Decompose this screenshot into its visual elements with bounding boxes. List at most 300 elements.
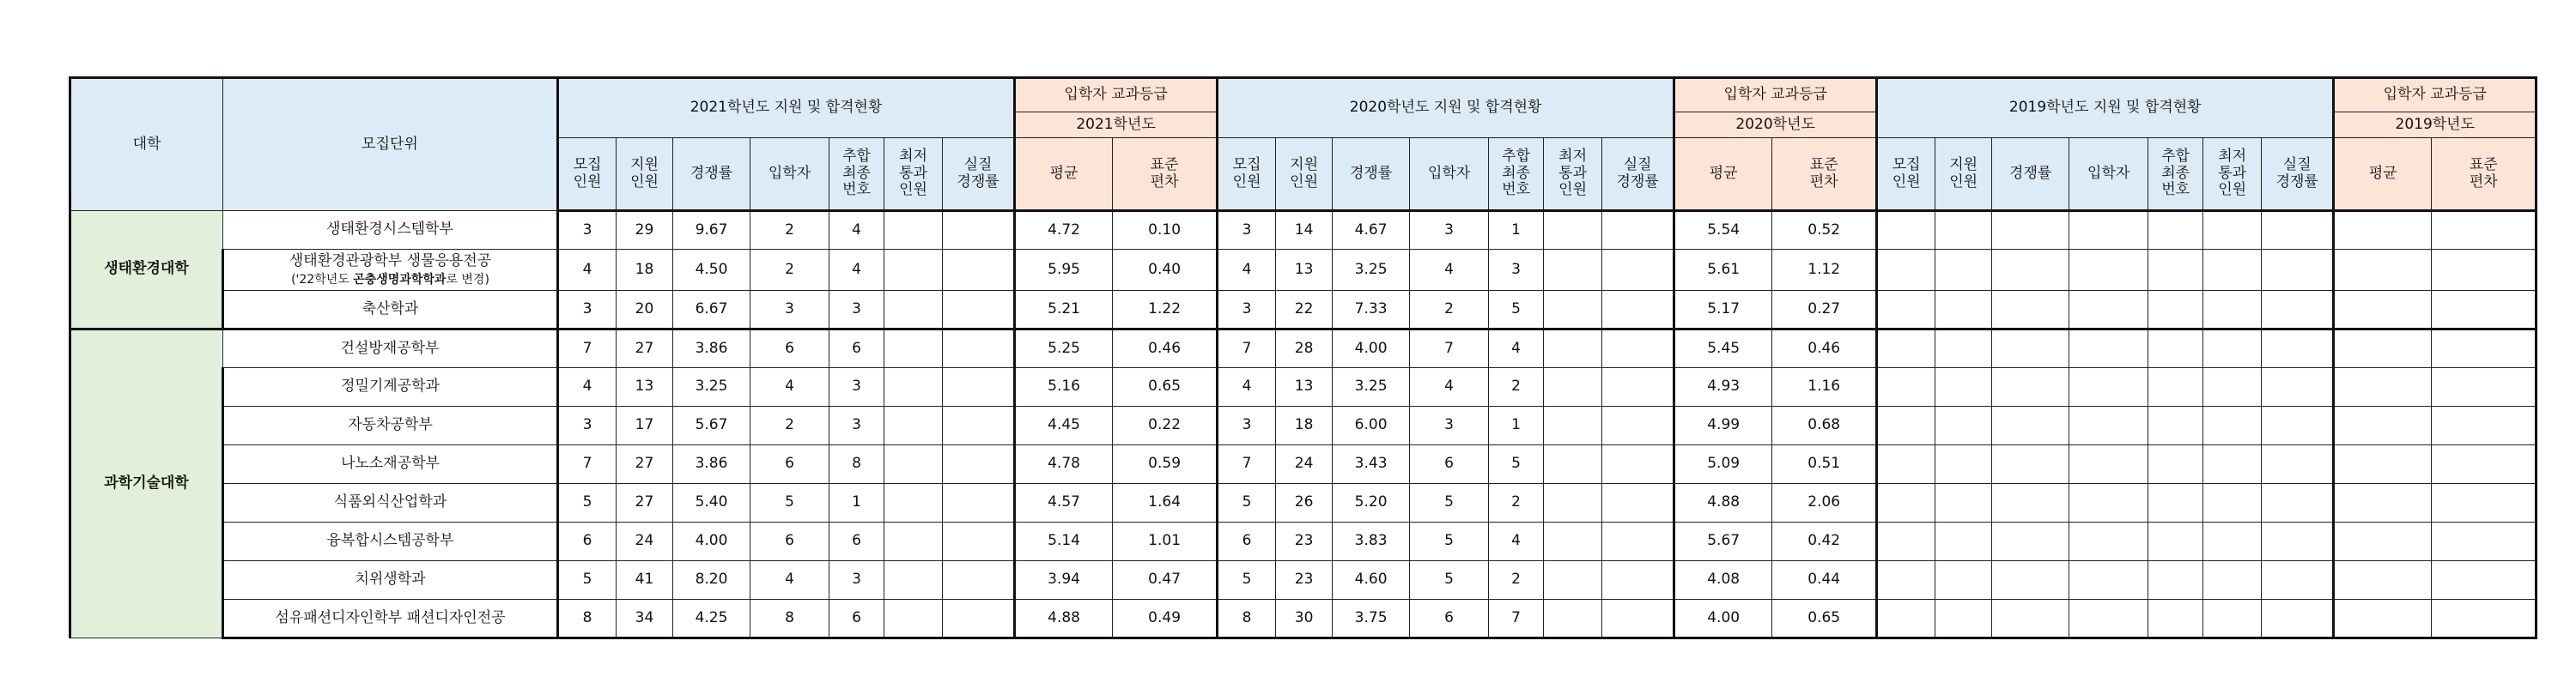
cell-ratio: 8.20: [673, 561, 750, 600]
cell-avg: 5.95: [1015, 250, 1113, 291]
cell-ratio: [1992, 561, 2069, 600]
cell-ratio: 3.75: [1333, 600, 1410, 638]
cell-actual-ratio: [1602, 445, 1674, 484]
header-sub-label: 실질 경쟁률: [2275, 155, 2318, 190]
cell-applicants: [1935, 291, 1992, 329]
cell-quota: 7: [558, 445, 617, 484]
cell-admitted: 5: [1410, 561, 1489, 600]
cell-admitted: [2069, 250, 2148, 291]
cell-actual-ratio: [943, 291, 1015, 329]
cell-std: 1.16: [1772, 368, 1877, 407]
header-sub-quota: [1877, 138, 1935, 211]
cell-avg: 4.45: [1015, 407, 1113, 445]
header-sub-ratio: [1992, 138, 2069, 211]
cell-applicants: 29: [617, 211, 673, 250]
cell-admitted: 3: [1410, 211, 1489, 250]
cell-final-no: [2148, 368, 2203, 407]
cell-applicants: [1935, 484, 1992, 523]
header-sub-applicants: [617, 138, 673, 211]
cell-ratio: 4.67: [1333, 211, 1410, 250]
cell-quota: [1877, 445, 1935, 484]
cell-final-no: 7: [1489, 600, 1544, 638]
cell-ratio: [1992, 368, 2069, 407]
cell-applicants: 27: [617, 445, 673, 484]
cell-min-pass: [2203, 368, 2262, 407]
cell-std: [2432, 445, 2537, 484]
header-sub-label: 표준 편차: [1809, 155, 1838, 190]
cell-avg: 4.99: [1674, 407, 1772, 445]
header-sub-quota: [558, 138, 617, 211]
cell-admitted: [2069, 561, 2148, 600]
header-sub-final-no: [1489, 138, 1544, 211]
cell-std: 0.59: [1113, 445, 1218, 484]
cell-applicants: [1935, 211, 1992, 250]
cell-admitted: 4: [1410, 368, 1489, 407]
header-sub-label: 실질 경쟁률: [957, 155, 999, 190]
cell-applicants: 27: [617, 484, 673, 523]
cell-applicants: 24: [1276, 445, 1333, 484]
cell-admitted: [2069, 211, 2148, 250]
cell-quota: 3: [558, 291, 617, 329]
cell-std: 0.44: [1772, 561, 1877, 600]
cell-std: 0.65: [1772, 600, 1877, 638]
cell-std: [2432, 368, 2537, 407]
cell-ratio: 3.25: [1333, 368, 1410, 407]
cell-actual-ratio: [943, 407, 1015, 445]
cell-applicants: 23: [1276, 523, 1333, 561]
header-sub-label: 최저 통과 인원: [2218, 148, 2247, 199]
cell-std: 0.47: [1113, 561, 1218, 600]
table-row: [70, 561, 2537, 600]
header-sub-avg: [2334, 138, 2432, 211]
cell-final-no: 3: [829, 561, 884, 600]
cell-avg: [2334, 291, 2432, 329]
cell-actual-ratio: [943, 484, 1015, 523]
header-sub-std: [1772, 138, 1877, 211]
cell-final-no: [2148, 445, 2203, 484]
cell-admitted: 7: [1410, 329, 1489, 368]
cell-ratio: 6.00: [1333, 407, 1410, 445]
cell-actual-ratio: [943, 600, 1015, 638]
cell-min-pass: [2203, 250, 2262, 291]
cell-min-pass: [2203, 329, 2262, 368]
cell-avg: 4.93: [1674, 368, 1772, 407]
cell-admitted: 2: [1410, 291, 1489, 329]
header-sub-label: 최저 통과 인원: [899, 148, 927, 199]
cell-avg: [2334, 407, 2432, 445]
cell-final-no: 4: [1489, 329, 1544, 368]
cell-actual-ratio: [1602, 523, 1674, 561]
cell-final-no: 3: [829, 291, 884, 329]
table-row: [70, 523, 2537, 561]
unit-label: 생태환경관광학부 생물응용전공: [289, 251, 492, 269]
cell-avg: 5.09: [1674, 445, 1772, 484]
cell-admitted: 4: [750, 368, 829, 407]
header-sub-min-pass: [884, 138, 943, 211]
cell-avg: 4.88: [1674, 484, 1772, 523]
header-sub-admitted: [1410, 138, 1489, 211]
cell-avg: [2334, 250, 2432, 291]
table-row: [70, 211, 2537, 250]
cell-avg: 5.25: [1015, 329, 1113, 368]
table-row: [70, 600, 2537, 638]
cell-final-no: [2148, 484, 2203, 523]
cell-min-pass: [884, 523, 943, 561]
cell-final-no: [2148, 523, 2203, 561]
cell-ratio: [1992, 600, 2069, 638]
unit-label: 자동차공학부: [348, 416, 433, 434]
cell-admitted: 6: [1410, 600, 1489, 638]
cell-final-no: [2148, 250, 2203, 291]
cell-std: 0.65: [1113, 368, 1218, 407]
cell-final-no: [2148, 291, 2203, 329]
cell-std: [2432, 600, 2537, 638]
header-sub-quota: [1218, 138, 1276, 211]
cell-applicants: 41: [617, 561, 673, 600]
cell-avg: 4.88: [1015, 600, 1113, 638]
cell-final-no: 4: [829, 211, 884, 250]
header-sub-label: 평균: [1049, 164, 1078, 182]
cell-min-pass: [1544, 407, 1602, 445]
cell-min-pass: [884, 329, 943, 368]
cell-final-no: 8: [829, 445, 884, 484]
header-sub-ratio: [673, 138, 750, 211]
cell-avg: [2334, 368, 2432, 407]
cell-actual-ratio: [1602, 368, 1674, 407]
cell-min-pass: [2203, 291, 2262, 329]
cell-admitted: 5: [750, 484, 829, 523]
cell-quota: 3: [558, 211, 617, 250]
table-row: [70, 407, 2537, 445]
header-grade-title: 입학자 교과등급: [1015, 78, 1218, 112]
table-row: [70, 329, 2537, 368]
cell-ratio: 7.33: [1333, 291, 1410, 329]
cell-applicants: [1935, 407, 1992, 445]
cell-actual-ratio: [943, 523, 1015, 561]
cell-quota: 5: [558, 561, 617, 600]
header-sub-label: 입학자: [2087, 164, 2130, 182]
header-apply-title: 2021학년도 지원 및 합격현황: [558, 78, 1015, 138]
cell-admitted: 6: [1410, 445, 1489, 484]
cell-applicants: 13: [1276, 250, 1333, 291]
cell-avg: 5.21: [1015, 291, 1113, 329]
cell-quota: [1877, 368, 1935, 407]
cell-ratio: 5.20: [1333, 484, 1410, 523]
header-apply-title: 2019학년도 지원 및 합격현황: [1877, 78, 2334, 138]
cell-min-pass: [884, 561, 943, 600]
header-sub-label: 모집 인원: [1232, 155, 1261, 190]
cell-quota: 4: [1218, 250, 1276, 291]
cell-min-pass: [1544, 368, 1602, 407]
cell-ratio: [1992, 291, 2069, 329]
cell-quota: [1877, 291, 1935, 329]
cell-avg: 5.14: [1015, 523, 1113, 561]
unit-name: [223, 329, 558, 368]
cell-avg: 4.78: [1015, 445, 1113, 484]
table-row: [70, 445, 2537, 484]
cell-final-no: 2: [1489, 561, 1544, 600]
header-sub-label: 평균: [1709, 164, 1738, 182]
header-sub-actual-ratio: [943, 138, 1015, 211]
header-row-1: [70, 78, 2537, 112]
cell-quota: 4: [558, 368, 617, 407]
header-sub-label: 지원 인원: [1290, 155, 1319, 190]
header-sub-std: [1113, 138, 1218, 211]
header-sub-label: 입학자: [768, 164, 811, 182]
cell-admitted: [2069, 484, 2148, 523]
cell-applicants: 26: [1276, 484, 1333, 523]
cell-applicants: 22: [1276, 291, 1333, 329]
cell-avg: 4.72: [1015, 211, 1113, 250]
cell-applicants: 14: [1276, 211, 1333, 250]
cell-admitted: [2069, 291, 2148, 329]
table-row: [70, 368, 2537, 407]
unit-label: 건설방재공학부: [340, 339, 440, 357]
cell-quota: 3: [1218, 291, 1276, 329]
cell-applicants: 34: [617, 600, 673, 638]
cell-ratio: 4.00: [673, 523, 750, 561]
cell-min-pass: [1544, 561, 1602, 600]
cell-final-no: 2: [1489, 484, 1544, 523]
cell-actual-ratio: [1602, 561, 1674, 600]
cell-final-no: 5: [1489, 445, 1544, 484]
header-sub-applicants: [1935, 138, 1992, 211]
cell-actual-ratio: [943, 329, 1015, 368]
cell-min-pass: [884, 484, 943, 523]
header-sub-min-pass: [1544, 138, 1602, 211]
cell-ratio: 5.67: [673, 407, 750, 445]
cell-applicants: 23: [1276, 561, 1333, 600]
cell-quota: [1877, 407, 1935, 445]
header-sub-ratio: [1333, 138, 1410, 211]
cell-final-no: [2148, 211, 2203, 250]
header-sub-label: 입학자: [1427, 164, 1471, 182]
cell-min-pass: [2203, 484, 2262, 523]
cell-ratio: 5.40: [673, 484, 750, 523]
cell-final-no: 1: [1489, 407, 1544, 445]
cell-applicants: [1935, 600, 1992, 638]
cell-std: [2432, 484, 2537, 523]
cell-avg: 4.00: [1674, 600, 1772, 638]
cell-std: 0.10: [1113, 211, 1218, 250]
cell-std: [2432, 250, 2537, 291]
cell-std: 0.51: [1772, 445, 1877, 484]
cell-quota: 3: [558, 407, 617, 445]
cell-final-no: 4: [829, 250, 884, 291]
cell-avg: 5.54: [1674, 211, 1772, 250]
cell-avg: 3.94: [1015, 561, 1113, 600]
cell-ratio: 4.60: [1333, 561, 1410, 600]
cell-std: 1.22: [1113, 291, 1218, 329]
cell-actual-ratio: [2262, 368, 2334, 407]
cell-actual-ratio: [943, 561, 1015, 600]
cell-admitted: [2069, 445, 2148, 484]
cell-applicants: [1935, 329, 1992, 368]
cell-admitted: 5: [1410, 484, 1489, 523]
cell-final-no: 2: [1489, 368, 1544, 407]
cell-admitted: 2: [750, 211, 829, 250]
cell-min-pass: [1544, 445, 1602, 484]
cell-min-pass: [884, 445, 943, 484]
cell-ratio: 3.25: [673, 368, 750, 407]
cell-quota: 3: [1218, 211, 1276, 250]
header-sub-actual-ratio: [1602, 138, 1674, 211]
cell-min-pass: [1544, 250, 1602, 291]
unit-label: 생태환경시스템학부: [326, 221, 453, 239]
cell-std: 0.68: [1772, 407, 1877, 445]
cell-avg: 5.45: [1674, 329, 1772, 368]
cell-applicants: [1935, 250, 1992, 291]
cell-actual-ratio: [943, 211, 1015, 250]
cell-min-pass: [2203, 211, 2262, 250]
cell-std: 0.46: [1772, 329, 1877, 368]
cell-quota: [1877, 523, 1935, 561]
header-sub-final-no: [829, 138, 884, 211]
cell-std: [2432, 211, 2537, 250]
table-body: [70, 211, 2537, 638]
cell-applicants: 13: [617, 368, 673, 407]
cell-std: 1.12: [1772, 250, 1877, 291]
cell-applicants: 30: [1276, 600, 1333, 638]
cell-std: 0.49: [1113, 600, 1218, 638]
cell-applicants: [1935, 445, 1992, 484]
cell-ratio: [1992, 250, 2069, 291]
cell-final-no: 6: [829, 600, 884, 638]
cell-final-no: 1: [1489, 211, 1544, 250]
cell-std: 0.40: [1113, 250, 1218, 291]
header-grade-year: 2019학년도: [2334, 112, 2537, 138]
cell-quota: 5: [1218, 484, 1276, 523]
cell-quota: [1877, 561, 1935, 600]
unit-name: [223, 291, 558, 329]
unit-label: 치위생학과: [355, 571, 426, 589]
cell-avg: [2334, 445, 2432, 484]
cell-applicants: 27: [617, 329, 673, 368]
cell-applicants: 13: [1276, 368, 1333, 407]
cell-quota: [1877, 600, 1935, 638]
cell-ratio: [1992, 329, 2069, 368]
cell-std: [2432, 407, 2537, 445]
header-sub-label: 평균: [2368, 164, 2397, 182]
cell-std: 1.01: [1113, 523, 1218, 561]
cell-min-pass: [1544, 291, 1602, 329]
header-sub-min-pass: [2203, 138, 2262, 211]
header-grade-year: 2020학년도: [1674, 112, 1877, 138]
header-sub-label: 지원 인원: [1949, 155, 1978, 190]
cell-admitted: 3: [1410, 407, 1489, 445]
cell-std: [2432, 291, 2537, 329]
cell-applicants: 24: [617, 523, 673, 561]
header-grade-year: 2021학년도: [1015, 112, 1218, 138]
admission-results-table: [69, 76, 2537, 639]
cell-final-no: 6: [829, 523, 884, 561]
unit-name: [223, 368, 558, 407]
cell-min-pass: [1544, 484, 1602, 523]
cell-admitted: 6: [750, 329, 829, 368]
cell-min-pass: [1544, 600, 1602, 638]
cell-admitted: [2069, 523, 2148, 561]
cell-avg: [2334, 600, 2432, 638]
cell-quota: 6: [1218, 523, 1276, 561]
cell-final-no: [2148, 407, 2203, 445]
cell-actual-ratio: [2262, 250, 2334, 291]
cell-quota: [1877, 250, 1935, 291]
header-grade-title: 입학자 교과등급: [2334, 78, 2537, 112]
cell-admitted: 6: [750, 523, 829, 561]
unit-note-post: 로 변경): [446, 273, 489, 287]
header-sub-label: 최저 통과 인원: [1558, 148, 1588, 199]
cell-quota: 4: [1218, 368, 1276, 407]
cell-min-pass: [1544, 329, 1602, 368]
unit-note-pre: ('22학년도: [291, 273, 354, 287]
cell-quota: 7: [1218, 329, 1276, 368]
header-sub-avg: [1674, 138, 1772, 211]
header-sub-label: 지원 인원: [630, 155, 659, 190]
cell-applicants: 18: [1276, 407, 1333, 445]
cell-avg: [2334, 523, 2432, 561]
cell-quota: 7: [558, 329, 617, 368]
cell-ratio: 3.86: [673, 329, 750, 368]
cell-applicants: [1935, 368, 1992, 407]
header-sub-label: 표준 편차: [1150, 155, 1179, 190]
cell-actual-ratio: [943, 445, 1015, 484]
cell-quota: 8: [558, 600, 617, 638]
cell-min-pass: [2203, 523, 2262, 561]
cell-admitted: 2: [750, 407, 829, 445]
cell-min-pass: [884, 211, 943, 250]
cell-ratio: 6.67: [673, 291, 750, 329]
cell-final-no: [2148, 600, 2203, 638]
cell-quota: 4: [558, 250, 617, 291]
cell-admitted: 4: [1410, 250, 1489, 291]
cell-avg: [2334, 561, 2432, 600]
cell-ratio: [1992, 523, 2069, 561]
cell-min-pass: [2203, 445, 2262, 484]
unit-note-bold: 곤충생명과학학과: [353, 273, 447, 287]
cell-admitted: [2069, 600, 2148, 638]
cell-actual-ratio: [2262, 445, 2334, 484]
cell-ratio: 4.00: [1333, 329, 1410, 368]
table-header: [70, 78, 2537, 211]
header-sub-final-no: [2148, 138, 2203, 211]
cell-final-no: 3: [1489, 250, 1544, 291]
cell-admitted: 4: [750, 561, 829, 600]
cell-min-pass: [884, 250, 943, 291]
header-apply-title: 2020학년도 지원 및 합격현황: [1218, 78, 1674, 138]
table-row: [70, 484, 2537, 523]
cell-std: 0.27: [1772, 291, 1877, 329]
unit-label: 축산학과: [361, 299, 419, 317]
cell-actual-ratio: [1602, 291, 1674, 329]
cell-final-no: [2148, 561, 2203, 600]
header-sub-label: 추합 최종 번호: [842, 148, 871, 199]
cell-admitted: [2069, 407, 2148, 445]
cell-admitted: [2069, 368, 2148, 407]
cell-avg: [2334, 484, 2432, 523]
cell-actual-ratio: [943, 250, 1015, 291]
header-sub-avg: [1015, 138, 1113, 211]
cell-actual-ratio: [2262, 291, 2334, 329]
cell-actual-ratio: [1602, 484, 1674, 523]
cell-applicants: 28: [1276, 329, 1333, 368]
cell-ratio: 3.83: [1333, 523, 1410, 561]
cell-actual-ratio: [1602, 329, 1674, 368]
cell-std: 0.42: [1772, 523, 1877, 561]
cell-avg: 5.17: [1674, 291, 1772, 329]
unit-name: [223, 211, 558, 250]
cell-admitted: 8: [750, 600, 829, 638]
cell-ratio: 4.25: [673, 600, 750, 638]
